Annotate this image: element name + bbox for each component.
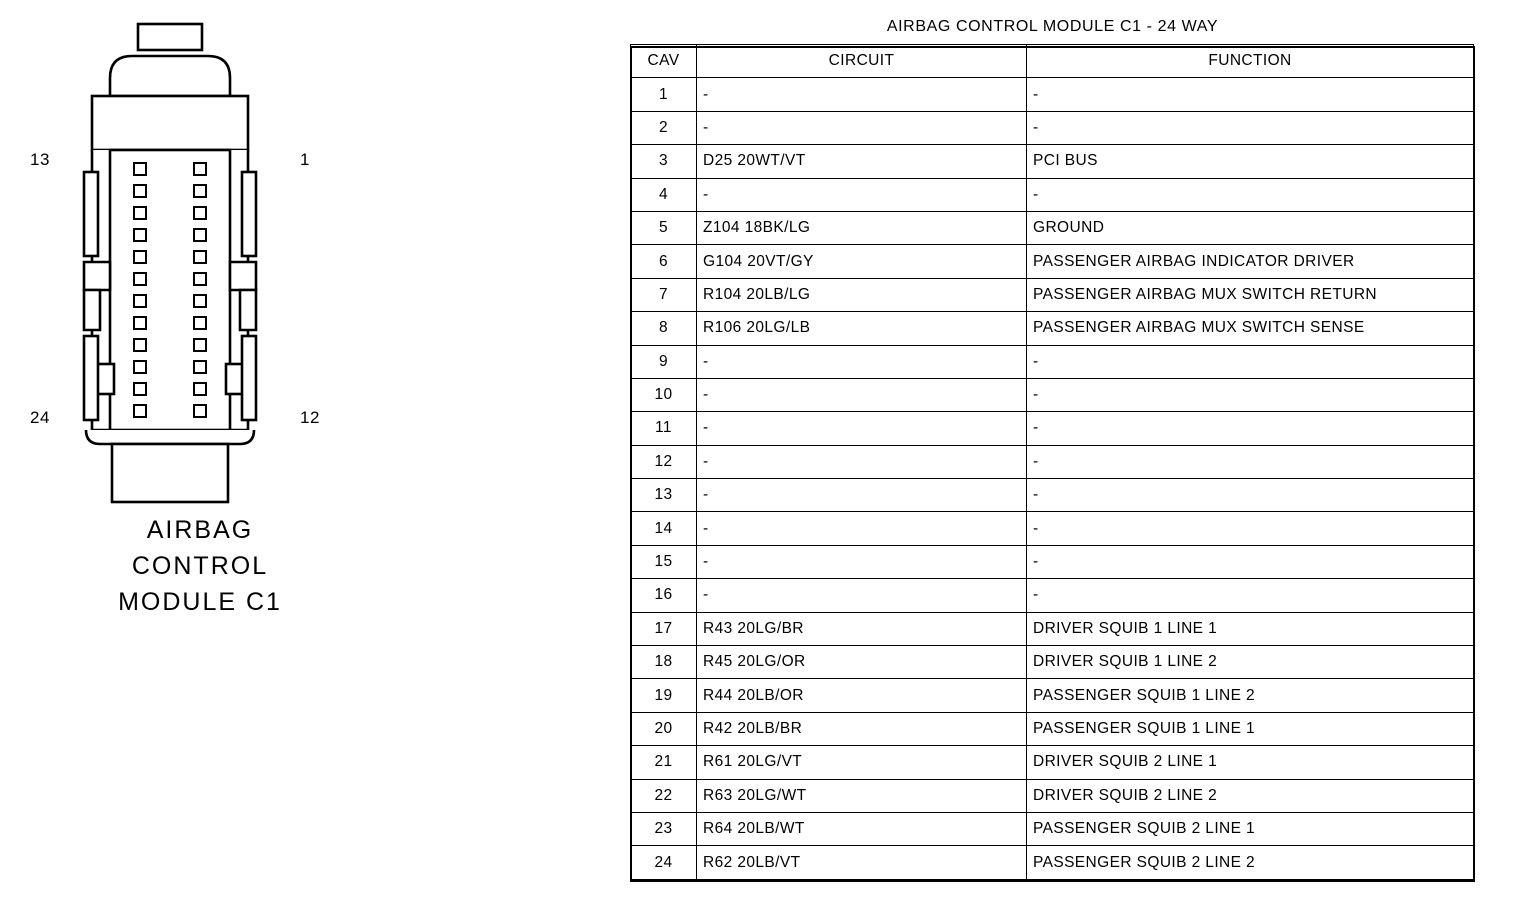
cell-circuit: R61 20LG/VT bbox=[697, 746, 1027, 779]
pinout-table bbox=[630, 44, 1474, 880]
table-row bbox=[631, 812, 1474, 845]
cell-circuit: R42 20LB/BR bbox=[697, 712, 1027, 745]
cell-cav: 22 bbox=[631, 779, 697, 812]
cell-cav: 13 bbox=[631, 479, 697, 512]
table-row bbox=[631, 746, 1474, 779]
cell-cav: 4 bbox=[631, 178, 697, 211]
cell-cav: 17 bbox=[631, 612, 697, 645]
connector-caption-line-3: MODULE C1 bbox=[118, 588, 282, 616]
cell-function: - bbox=[1027, 479, 1474, 512]
pin-number-label-13: 13 bbox=[30, 150, 50, 169]
cell-function: - bbox=[1027, 178, 1474, 211]
cell-cav: 18 bbox=[631, 646, 697, 679]
cell-cav: 14 bbox=[631, 512, 697, 545]
cell-circuit: - bbox=[697, 78, 1027, 111]
cell-cav: 9 bbox=[631, 345, 697, 378]
cell-circuit: R45 20LG/OR bbox=[697, 646, 1027, 679]
column-header-circuit: CIRCUIT bbox=[697, 45, 1027, 78]
cell-cav: 12 bbox=[631, 445, 697, 478]
cell-function: PCI BUS bbox=[1027, 145, 1474, 178]
table-header-row bbox=[631, 45, 1474, 78]
table-row bbox=[631, 779, 1474, 812]
table-row bbox=[631, 245, 1474, 278]
cell-circuit: - bbox=[697, 479, 1027, 512]
cell-circuit: R106 20LG/LB bbox=[697, 312, 1027, 345]
table-row bbox=[631, 512, 1474, 545]
cell-cav: 21 bbox=[631, 746, 697, 779]
cell-function: PASSENGER SQUIB 1 LINE 2 bbox=[1027, 679, 1474, 712]
cell-function: PASSENGER AIRBAG MUX SWITCH RETURN bbox=[1027, 278, 1474, 311]
table-row bbox=[631, 445, 1474, 478]
cell-cav: 15 bbox=[631, 545, 697, 578]
cell-circuit: - bbox=[697, 378, 1027, 411]
cell-function: DRIVER SQUIB 1 LINE 1 bbox=[1027, 612, 1474, 645]
cell-circuit: - bbox=[697, 445, 1027, 478]
table-row bbox=[631, 679, 1474, 712]
column-header-function: FUNCTION bbox=[1027, 45, 1474, 78]
pin-number-label-1: 1 bbox=[300, 150, 310, 169]
cell-circuit: - bbox=[697, 512, 1027, 545]
cell-function: - bbox=[1027, 345, 1474, 378]
cell-cav: 2 bbox=[631, 111, 697, 144]
cell-circuit: R44 20LB/OR bbox=[697, 679, 1027, 712]
pin-number-label-12: 12 bbox=[300, 408, 320, 427]
cell-circuit: G104 20VT/GY bbox=[697, 245, 1027, 278]
cell-cav: 1 bbox=[631, 78, 697, 111]
table-row bbox=[631, 345, 1474, 378]
cell-function: - bbox=[1027, 545, 1474, 578]
table-row bbox=[631, 211, 1474, 244]
table-title: AIRBAG CONTROL MODULE C1 - 24 WAY bbox=[886, 18, 1219, 35]
cell-cav: 10 bbox=[631, 378, 697, 411]
column-header-cav: CAV bbox=[631, 45, 697, 78]
cell-circuit: - bbox=[697, 178, 1027, 211]
cell-circuit: - bbox=[697, 111, 1027, 144]
cell-function: - bbox=[1027, 378, 1474, 411]
table-row bbox=[631, 646, 1474, 679]
cell-circuit: R63 20LG/WT bbox=[697, 779, 1027, 812]
cell-circuit: - bbox=[697, 579, 1027, 612]
cell-cav: 11 bbox=[631, 412, 697, 445]
cell-cav: 19 bbox=[631, 679, 697, 712]
cell-function: DRIVER SQUIB 2 LINE 2 bbox=[1027, 779, 1474, 812]
cell-cav: 16 bbox=[631, 579, 697, 612]
cell-function: - bbox=[1027, 111, 1474, 144]
cell-function: DRIVER SQUIB 2 LINE 1 bbox=[1027, 746, 1474, 779]
cell-cav: 3 bbox=[631, 145, 697, 178]
table-row bbox=[631, 412, 1474, 445]
pin-number-label-24: 24 bbox=[30, 408, 50, 427]
cell-cav: 6 bbox=[631, 245, 697, 278]
table-row bbox=[631, 145, 1474, 178]
table-row bbox=[631, 612, 1474, 645]
cell-circuit: - bbox=[697, 412, 1027, 445]
pinout-table-panel bbox=[630, 18, 1475, 880]
table-row bbox=[631, 312, 1474, 345]
table-row bbox=[631, 78, 1474, 111]
cell-function: PASSENGER AIRBAG MUX SWITCH SENSE bbox=[1027, 312, 1474, 345]
cell-cav: 5 bbox=[631, 211, 697, 244]
cell-cav: 23 bbox=[631, 812, 697, 845]
table-row bbox=[631, 278, 1474, 311]
connector-panel bbox=[0, 0, 600, 912]
cell-function: DRIVER SQUIB 1 LINE 2 bbox=[1027, 646, 1474, 679]
table-row bbox=[631, 378, 1474, 411]
cell-function: PASSENGER SQUIB 1 LINE 1 bbox=[1027, 712, 1474, 745]
cell-function: PASSENGER AIRBAG INDICATOR DRIVER bbox=[1027, 245, 1474, 278]
cell-function: - bbox=[1027, 445, 1474, 478]
cell-function: - bbox=[1027, 412, 1474, 445]
cell-circuit: R43 20LG/BR bbox=[697, 612, 1027, 645]
cell-function: - bbox=[1027, 579, 1474, 612]
table-row bbox=[631, 579, 1474, 612]
cell-cav: 20 bbox=[631, 712, 697, 745]
table-row bbox=[631, 545, 1474, 578]
table-row bbox=[631, 178, 1474, 211]
cell-cav: 24 bbox=[631, 846, 697, 879]
cell-circuit: Z104 18BK/LG bbox=[697, 211, 1027, 244]
table-row bbox=[631, 846, 1474, 879]
cell-function: PASSENGER SQUIB 2 LINE 1 bbox=[1027, 812, 1474, 845]
cell-circuit: R104 20LB/LG bbox=[697, 278, 1027, 311]
connector-caption-line-2: CONTROL bbox=[131, 552, 269, 580]
cell-function: PASSENGER SQUIB 2 LINE 2 bbox=[1027, 846, 1474, 879]
connector-caption-line-1: AIRBAG bbox=[146, 516, 254, 544]
table-row bbox=[631, 111, 1474, 144]
cell-circuit: - bbox=[697, 545, 1027, 578]
cell-circuit: D25 20WT/VT bbox=[697, 145, 1027, 178]
cell-cav: 7 bbox=[631, 278, 697, 311]
table-row bbox=[631, 479, 1474, 512]
cell-cav: 8 bbox=[631, 312, 697, 345]
table-row bbox=[631, 712, 1474, 745]
cell-function: - bbox=[1027, 78, 1474, 111]
connector-caption bbox=[50, 512, 350, 620]
cell-circuit: R62 20LB/VT bbox=[697, 846, 1027, 879]
cell-circuit: R64 20LB/WT bbox=[697, 812, 1027, 845]
cell-function: - bbox=[1027, 512, 1474, 545]
connector-drawing bbox=[0, 0, 400, 520]
cell-function: GROUND bbox=[1027, 211, 1474, 244]
cell-circuit: - bbox=[697, 345, 1027, 378]
